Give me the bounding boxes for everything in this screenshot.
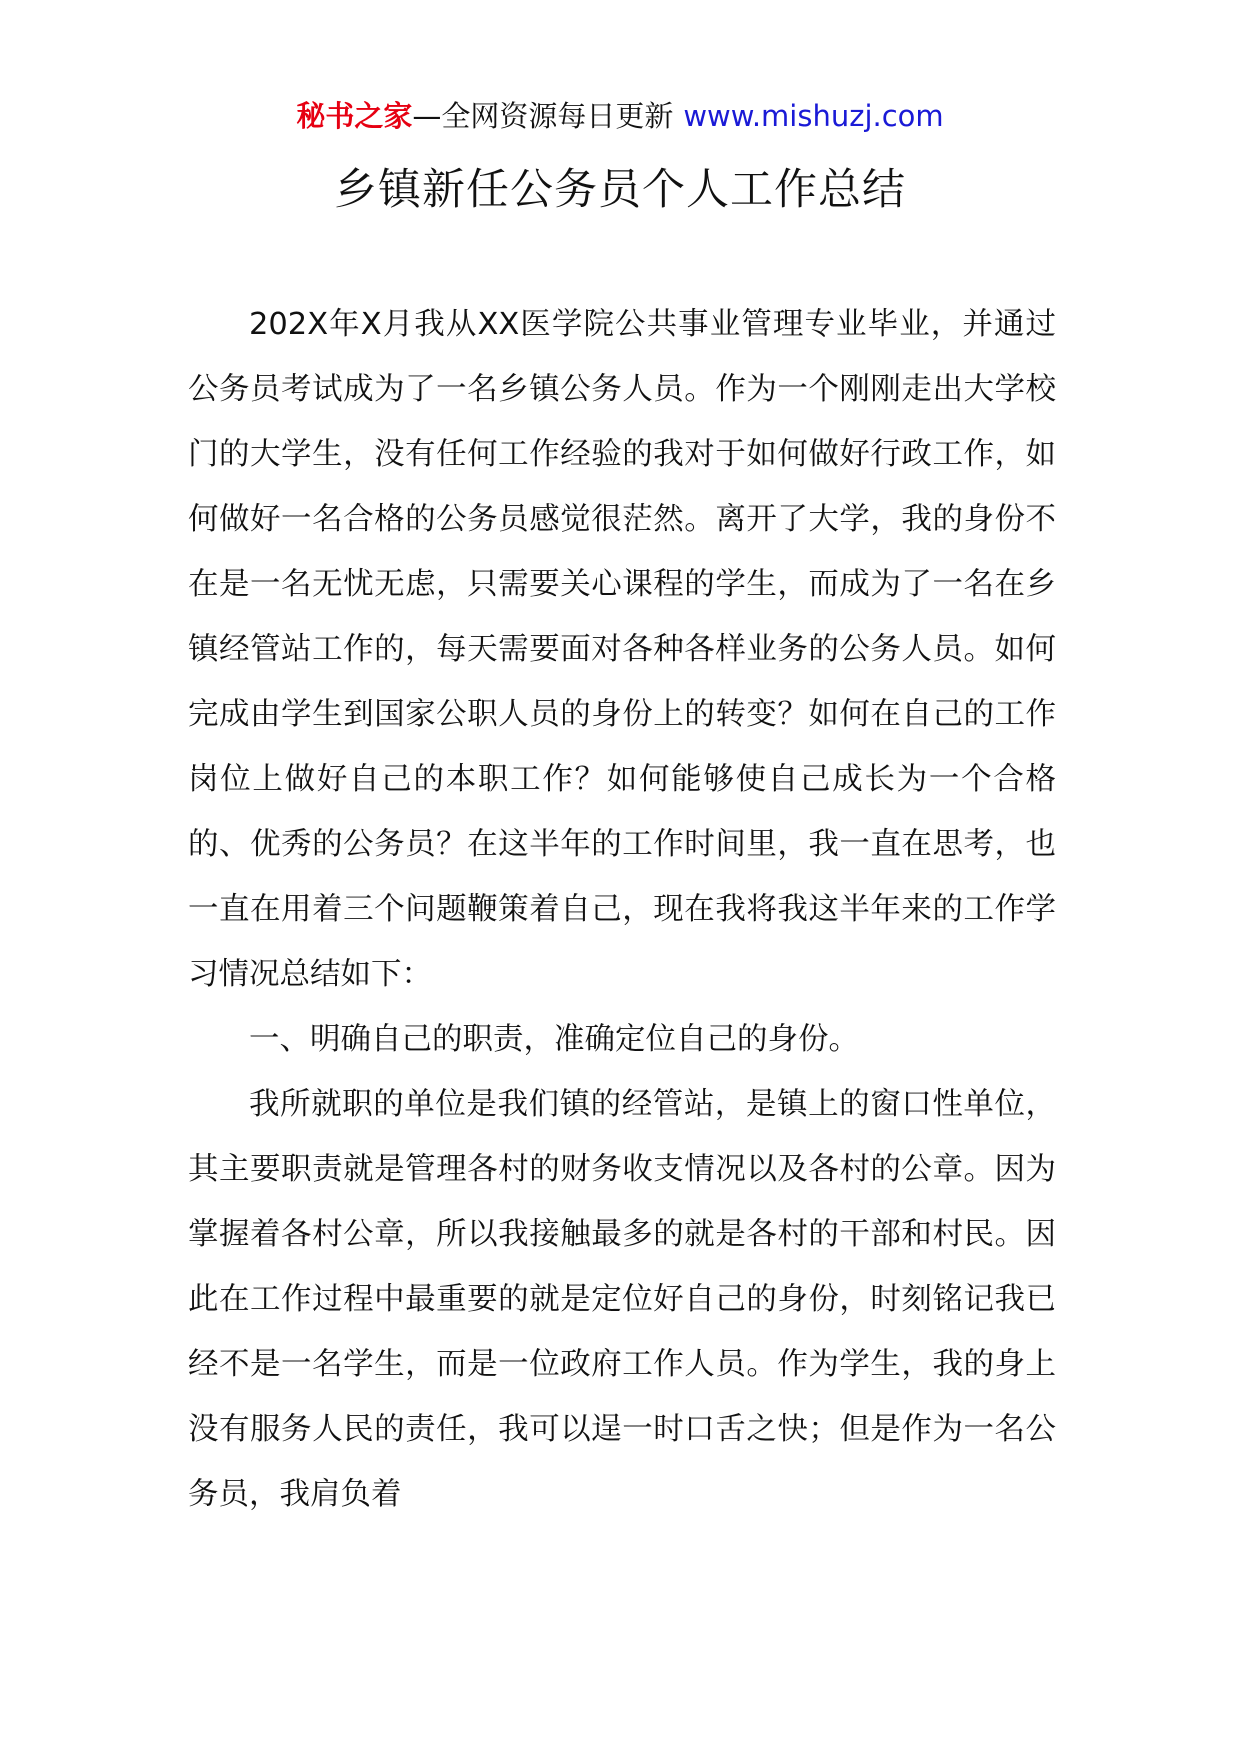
section-heading-1: 一、明确自己的职责，准确定位自己的身份。 [249, 1022, 859, 1057]
header-banner [0, 96, 1240, 136]
document-body [188, 292, 1056, 1527]
paragraph-section-1: 我所就职的单位是我们镇的经管站，是镇上的窗口性单位，其主要职责就是管理各村的财务收支情况以及各村的公章。因为掌握着各村公章，所以我接触最多的就是各村的干部和村民。因此在工作过程中最重要的就是定位好自己的身份，时刻铭记我已经不是一名学生，而是一位政府工作人员。作为学生，我的身上没有服务人民的责任，我可以逞一时口舌之快；但是作为一名公务员，我肩负着 [188, 1087, 1056, 1512]
brand-name: 秘书之家 [296, 99, 413, 133]
site-url-link[interactable]: www.mishuzj.com [683, 99, 944, 133]
header-tagline: —全网资源每日更新 [412, 99, 674, 133]
document-title: 乡镇新任公务员个人工作总结 [334, 165, 906, 215]
paragraph-intro: 202X年X月我从XX医学院公共事业管理专业毕业，并通过公务员考试成为了一名乡镇公务人员。作为一个刚刚走出大学校门的大学生，没有任何工作经验的我对于如何做好行政工作，如何做好一名合格的公务员感觉很茫然。离开了大学，我的身份不在是一名无忧无虑，只需要关心课程的学生，而成为了一名在乡镇经管站工作的，每天需要面对各种各样业务的公务人员。如何完成由学生到国家公职人员的身份上的转变？如何在自己的工作岗位上做好自己的本职工作？如何能够使自己成长为一个合格的、优秀的公务员？在这半年的工作时间里，我一直在思考，也一直在用着三个问题鞭策着自己，现在我将我这半年来的工作学习情况总结如下： [188, 307, 1056, 992]
